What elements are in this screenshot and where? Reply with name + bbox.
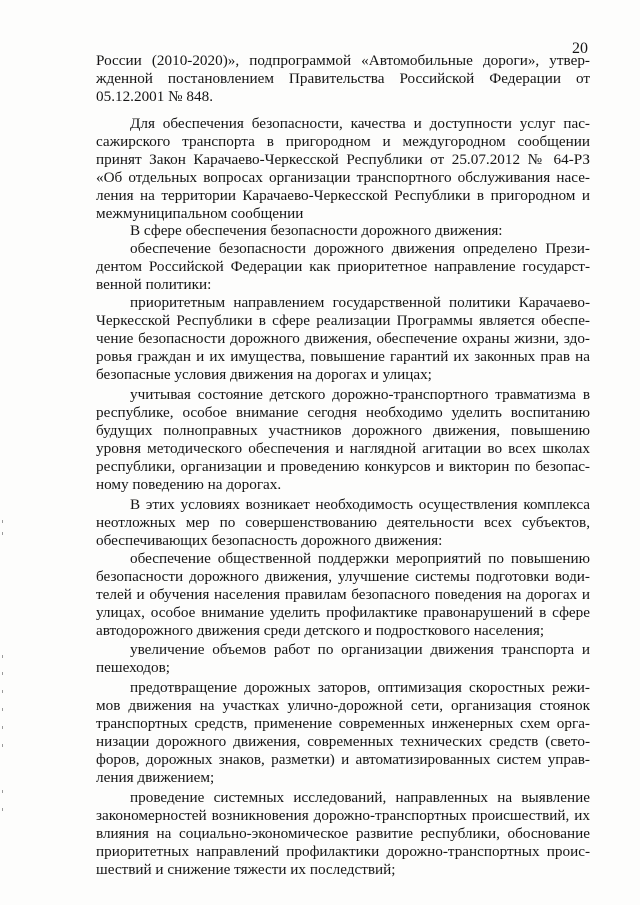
text-line: венной политики: — [96, 276, 212, 293]
text-line: республики, организации и проведению конкурсов и викторин по безопас- — [96, 458, 590, 475]
text-line: В этих условиях возникает необходимость осуществления комплекса — [130, 496, 590, 513]
text-line: Для обеспечения безопасности, качества и доступности услуг пас- — [130, 115, 590, 132]
text-line: шествий и снижение тяжести их последствий; — [96, 861, 396, 878]
text-line: 05.12.2001 № 848. — [96, 88, 214, 105]
scan-mark — [2, 520, 3, 523]
text-line: транспортных средств, применение современных инженерных схем орга- — [96, 715, 590, 732]
text-line: проведение системных исследований, направленных на выявление — [130, 789, 590, 806]
text-line: безопасные условия движения на дорогах и улицах; — [96, 366, 432, 383]
text-line: влияния на социально-экономическое развитие республики, обоснование — [96, 825, 590, 842]
text-line: мов движения на участках улично-дорожной сети, организация стоянок — [96, 697, 590, 714]
scan-mark — [2, 790, 3, 793]
text-line: Черкесской Республики в сфере реализации Программы является обеспе- — [96, 312, 590, 329]
text-line: форов, дорожных знаков, разметки) и автоматизированных систем управ- — [96, 751, 590, 768]
text-line: улицах, особое внимание уделить профилактике правонарушений в сфере — [96, 604, 590, 621]
text-line: закономерностей возникновения дорожно-транспортных происшествий, их — [96, 807, 590, 824]
text-line: сажирского транспорта в пригородном и междугородном сообщении — [96, 133, 590, 150]
scan-mark — [2, 744, 3, 747]
text-line: В сфере обеспечения безопасности дорожного движения: — [130, 222, 503, 239]
text-line: ному поведению на дорогах. — [96, 476, 282, 493]
margin-scan-marks — [0, 0, 12, 905]
text-line: телей и обучения населения правилам безопасного поведения на дорогах и — [96, 586, 590, 603]
text-line: межмуниципальном сообщении — [96, 205, 304, 222]
text-line: автодорожного движения среди детского и подросткового населения; — [96, 622, 545, 639]
scan-mark — [2, 672, 3, 675]
text-line: обеспечивающих безопасность дорожного движения: — [96, 532, 443, 549]
text-line: неотложных мер по совершенствованию деятельности всех субъектов, — [96, 514, 590, 531]
text-line: жденной постановлением Правительства Российской Федерации от — [96, 70, 590, 87]
text-line: обеспечение общественной поддержки мероприятий по повышению — [130, 550, 590, 567]
text-line: пешеходов; — [96, 659, 170, 676]
text-line: чение безопасности дорожного движения, обеспечение охраны жизни, здо- — [96, 330, 590, 347]
scan-mark — [2, 808, 3, 811]
text-line: учитывая состояние детского дорожно-транспортного травматизма в — [130, 386, 590, 403]
text-line: низации дорожного движения, современных технических средств (свето- — [96, 733, 590, 750]
text-line: ления движением; — [96, 769, 215, 786]
text-line: безопасности дорожного движения, улучшение системы подготовки води- — [96, 568, 590, 585]
scan-mark — [2, 708, 3, 711]
text-line: обеспечение безопасности дорожного движения определено Прези- — [130, 240, 590, 257]
text-line: дентом Российской Федерации как приоритетное направление государст- — [96, 258, 590, 275]
text-line: приоритетным направлением государственной политики Карачаево- — [130, 294, 590, 311]
text-line: предотвращение дорожных заторов, оптимизация скоростных режи- — [130, 679, 590, 696]
text-line: ровья граждан и их имущества, повышение гарантий их законных прав на — [96, 348, 590, 365]
page-number: 20 — [572, 40, 588, 57]
text-line: увеличение объемов работ по организации движения транспорта и — [130, 641, 590, 658]
text-line: приоритетных направлений профилактики дорожно-транспортных проис- — [96, 843, 590, 860]
scan-mark — [2, 655, 3, 658]
text-line: «Об отдельных вопросах организации транспортного обслуживания насе- — [96, 169, 590, 186]
scan-mark — [2, 726, 3, 729]
text-line: уровня методического обеспечения и наглядной агитации во всех школах — [96, 440, 590, 457]
text-line: принят Закон Карачаево-Черкесской Республики от 25.07.2012 № 64-РЗ — [96, 151, 590, 168]
text-line: России (2010-2020)», подпрограммой «Автомобильные дороги», утвер- — [96, 52, 590, 69]
text-line: ления на территории Карачаево-Черкесской Республики в пригородном и — [96, 187, 590, 204]
text-line: республике, особое внимание сегодня необходимо уделить воспитанию — [96, 404, 590, 421]
scan-mark — [2, 690, 3, 693]
text-line: будущих полноправных участников дорожного движения, повышению — [96, 422, 590, 439]
scan-mark — [2, 532, 3, 535]
